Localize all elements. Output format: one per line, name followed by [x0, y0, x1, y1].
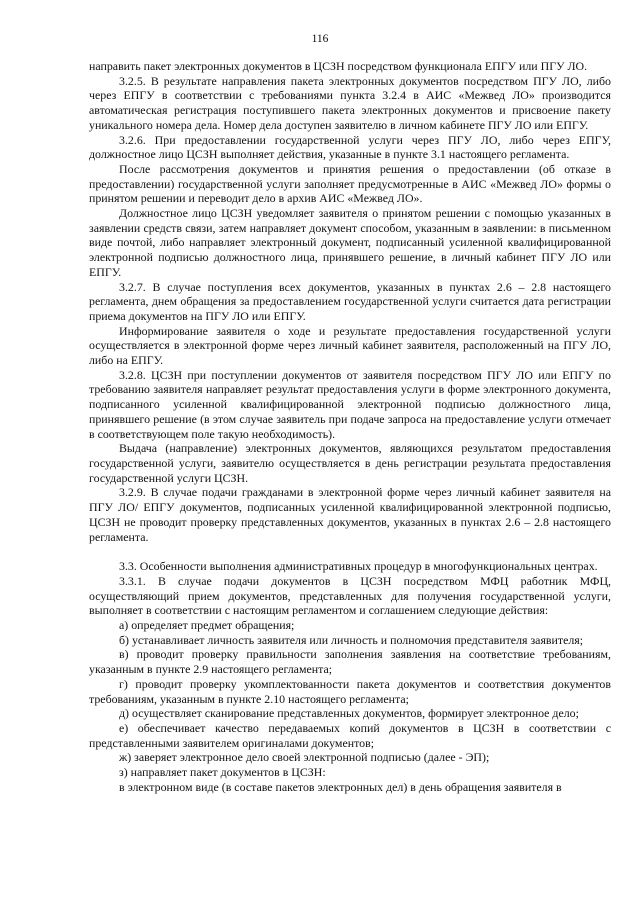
paragraph: После рассмотрения документов и принятия решения о предоставлении (об отказе в предоставлении) государственной услуги заполняет предусмотренные в АИС «Межвед ЛО» формы о принятом решении и переводит дело в архив АИС «Межвед ЛО». [89, 161, 611, 206]
paragraph: ж) заверяет электронное дело своей электронной подписью (далее - ЭП); [119, 750, 490, 765]
paragraph: направить пакет электронных документов в ЦСЗН посредством функционала ЕПГУ или ПГУ ЛО. [89, 59, 588, 73]
paragraph: Должностное лицо ЦСЗН уведомляет заявителя о принятом решении с помощью указанных в заявлении средств связи, затем направляет документ способом, указанным в заявлении: в письменном виде почтой, либо направляет электронный документ, подписанный усиленной квалифицированной электронной подписью должностного лица, принявшего решение, в личный кабинет ПГУ ЛО или ЕПГУ. [89, 206, 611, 279]
page-number: 116 [311, 33, 329, 45]
paragraph: 3.2.8. ЦСЗН при поступлении документов от заявителя посредством ПГУ ЛО или ЕПГУ по требованию заявителя направляет результат предоставления услуги в форме электронного документа, подписанного усиленной квалифицированной электронной подписью должностного лица, принявшего решение (в этом случае заявитель при подаче запроса на предоставление услуги отмечает в соответствующем поле такую необходимость). [89, 367, 611, 441]
paragraph: в электронном виде (в составе пакетов электронных дел) в день обращения заявителя в [119, 779, 562, 794]
document-body [89, 59, 611, 794]
paragraph-gap [89, 544, 611, 559]
paragraph: б) устанавливает личность заявителя или личность и полномочия представителя заявителя; [119, 632, 584, 647]
paragraph: 3.2.6. При предоставлении государственной услуги через ПГУ ЛО, либо через ЕПГУ, должностное лицо ЦСЗН выполняет действия, указанные в пункте 3.1 настоящего регламента. [89, 132, 611, 162]
paragraph: з) направляет пакет документов в ЦСЗН: [119, 765, 326, 780]
paragraph: 3.3.1. В случае подачи документов в ЦСЗН посредством МФЦ работник МФЦ, осуществляющий прием документов, представленных для получения государственной услуги, выполняет в соответствии с настоящим регламентом и соглашением следующие действия: [89, 573, 611, 618]
paragraph: Выдача (направление) электронных документов, являющихся результатом предоставления государственной услуги, заявителю осуществляется в день регистрации результата предоставления государственной услуги ЦСЗН. [89, 441, 611, 485]
paragraph: 3.2.5. В результате направления пакета электронных документов посредством ПГУ ЛО, либо через ЕПГУ в соответствии с требованиями пункта 3.2.4 в АИС «Межвед ЛО» производится автоматическая регистрация поступившего пакета электронных документов и присвоение пакету уникального номера дела. Номер дела доступен заявителю в личном кабинете ПГУ ЛО или ЕПГУ. [89, 73, 611, 132]
paragraph: в) проводит проверку правильности заполнения заявления на соответствие требованиям, указанным в пункте 2.9 настоящего регламента; [89, 647, 611, 677]
paragraph: д) осуществляет сканирование представленных документов, формирует электронное дело; [119, 706, 579, 721]
paragraph: г) проводит проверку укомплектованности пакета документов и соответствия документов требованиям, указанным в пункте 2.10 настоящего регламента; [89, 676, 611, 706]
paragraph: 3.3. Особенности выполнения административных процедур в многофункциональных центрах. [119, 559, 598, 574]
paragraph: а) определяет предмет обращения; [119, 618, 295, 633]
paragraph: 3.2.7. В случае поступления всех документов, указанных в пунктах 2.6 – 2.8 настоящего регламента, днем обращения за предоставлением государственной услуги считается дата регистрации приема документов на ПГУ ЛО или ЕПГУ. [89, 279, 611, 323]
paragraph: Информирование заявителя о ходе и результате предоставления государственной услуги осуществляется в электронной форме через личный кабинет заявителя, расположенный на ПГУ ЛО, либо на ЕПГУ. [89, 323, 611, 368]
paragraph: е) обеспечивает качество передаваемых копий документов в ЦСЗН в соответствии с представленными заявителем оригиналами документов; [89, 720, 611, 750]
paragraph: 3.2.9. В случае подачи гражданами в электронной форме через личный кабинет заявителя на ПГУ ЛО/ ЕПГУ документов, подписанных усиленной квалифицированной электронной подписью, ЦСЗН не проводит проверку представленных документов, указанных в пунктах 2.6 – 2.8 настоящего регламента. [89, 485, 611, 544]
